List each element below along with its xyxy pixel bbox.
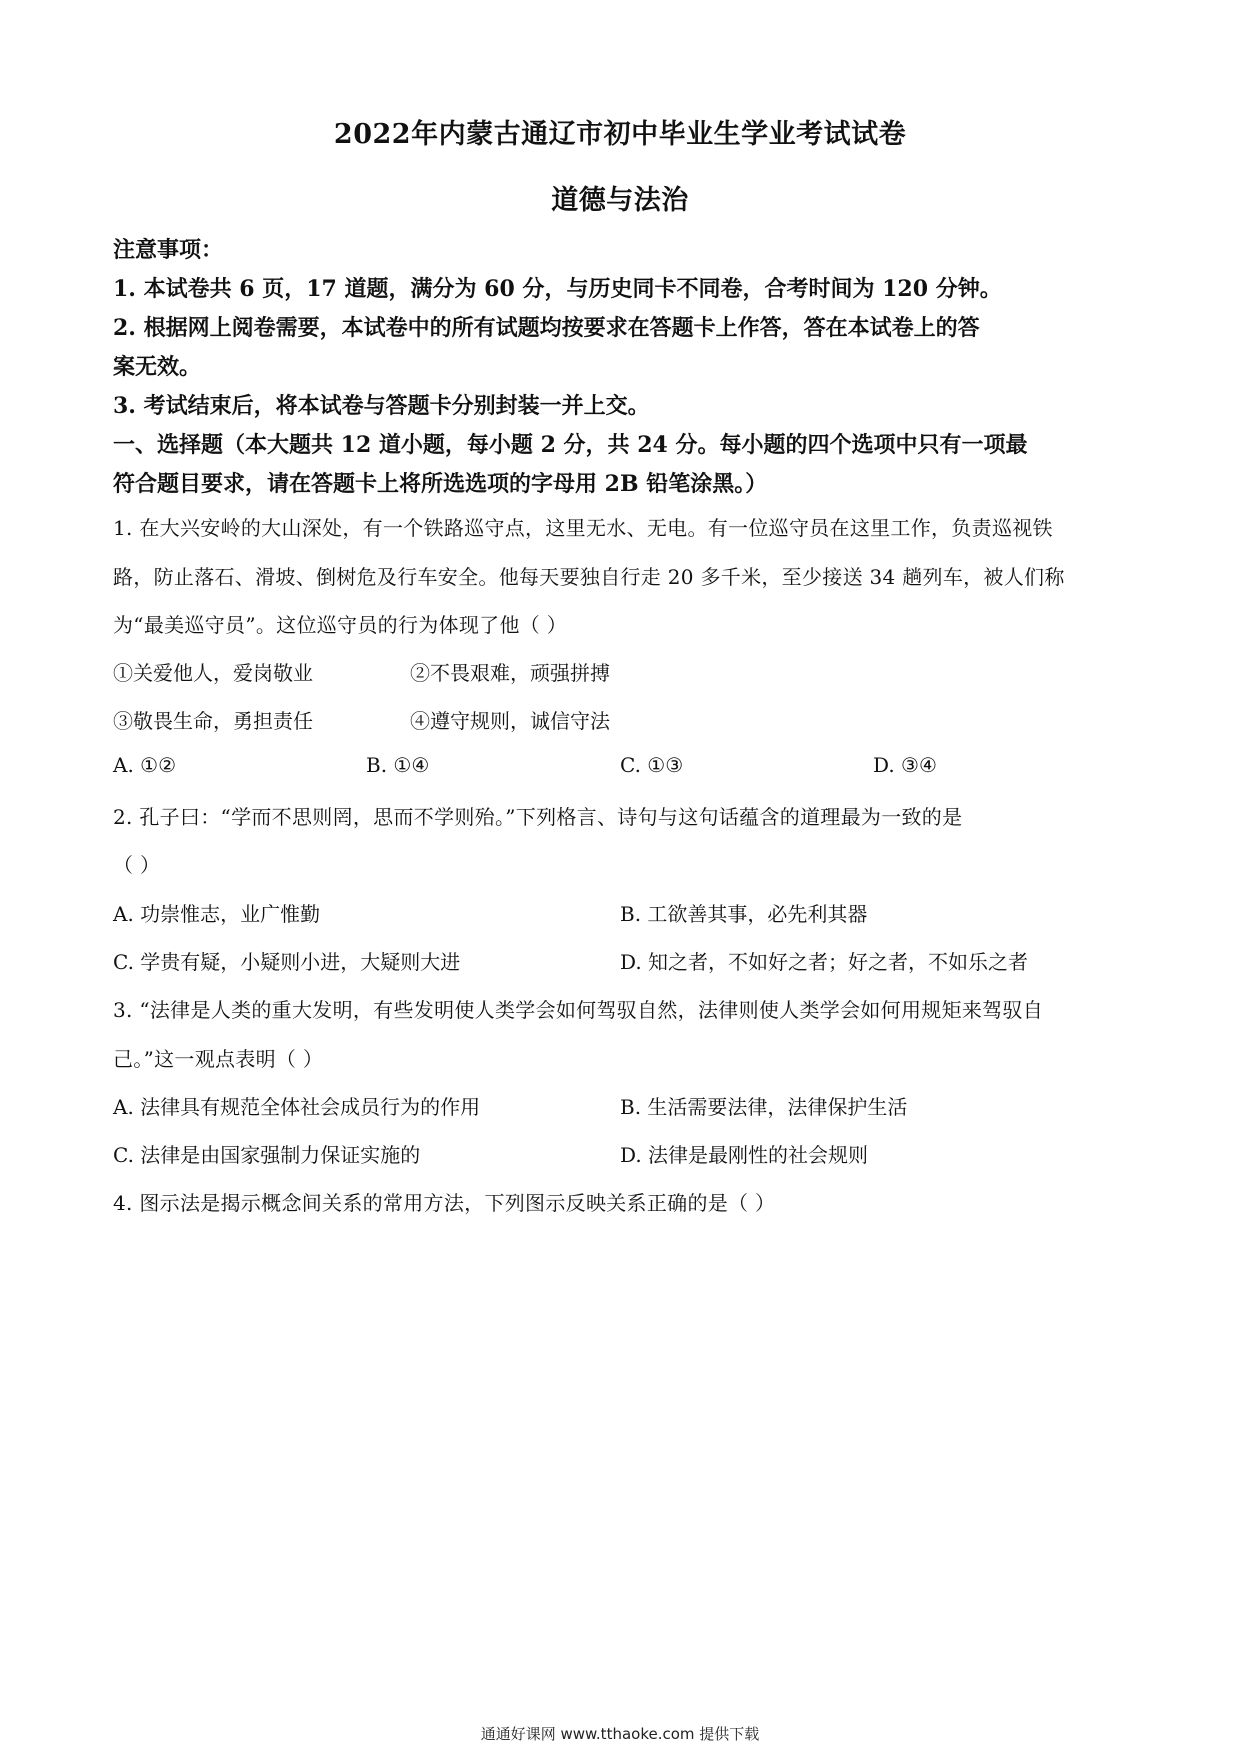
question-1-option-a: A. ①②	[113, 753, 177, 777]
question-2-option-b: B. 工欲善其事，必先利其器	[620, 902, 868, 926]
question-1-line-2: 路，防止落石、滑坡、倒树危及行车安全。他每天要独自行走 20 多千米，至少接送 34 趟列车，被人们称	[113, 565, 1065, 589]
subject-title: 道德与法治	[551, 185, 689, 216]
question-1-statement-3: ③敬畏生命，勇担责任	[113, 709, 313, 733]
page-footer: 通通好课网 www.tthaoke.com 提供下载	[480, 1725, 760, 1743]
question-3-line-1: 3. “法律是人类的重大发明，有些发明使人类学会如何驾驭自然，法律则使人类学会如何用规矩来驾驭自	[113, 998, 1044, 1022]
question-3-line-2: 己。”这一观点表明（ ）	[113, 1047, 324, 1071]
question-4-line-1: 4. 图示法是揭示概念间关系的常用方法，下列图示反映关系正确的是（ ）	[113, 1191, 776, 1215]
notice-item-2-line-1: 2. 根据网上阅卷需要，本试卷中的所有试题均按要求在答题卡上作答，答在本试卷上的答	[113, 315, 980, 341]
question-3-option-a: A. 法律具有规范全体社会成员行为的作用	[113, 1095, 481, 1119]
question-2-option-c: C. 学贵有疑，小疑则小进，大疑则大进	[113, 950, 461, 974]
question-3-option-d: D. 法律是最刚性的社会规则	[620, 1143, 869, 1167]
question-1-line-3: 为“最美巡守员”。这位巡守员的行为体现了他（ ）	[113, 613, 568, 637]
question-1-statement-2: ②不畏艰难，顽强拼搏	[410, 661, 610, 685]
question-1-option-b: B. ①④	[366, 753, 430, 777]
question-1-statement-4: ④遵守规则，诚信守法	[410, 709, 610, 733]
notice-heading: 注意事项：	[113, 237, 224, 263]
question-1-option-c: C. ①③	[620, 753, 684, 777]
notice-item-2-line-2: 案无效。	[113, 354, 202, 380]
question-2-line-2: （ ）	[113, 853, 161, 877]
exam-title: 2022年内蒙古通辽市初中毕业生学业考试试卷	[333, 119, 907, 150]
section-1-heading-line-1: 一、选择题（本大题共 12 道小题，每小题 2 分，共 24 分。每小题的四个选项中只有一项最	[113, 432, 1028, 458]
notice-item-1: 1. 本试卷共 6 页，17 道题，满分为 60 分，与历史同卡不同卷，合考时间为 120 分钟。	[113, 276, 1002, 302]
notice-item-3: 3. 考试结束后，将本试卷与答题卡分别封装一并上交。	[113, 393, 650, 419]
question-3-option-b: B. 生活需要法律，法律保护生活	[620, 1095, 908, 1119]
question-2-line-1: 2. 孔子曰：“学而不思则罔，思而不学则殆。”下列格言、诗句与这句话蕴含的道理最为一致的是	[113, 805, 963, 829]
question-1-line-1: 1. 在大兴安岭的大山深处，有一个铁路巡守点，这里无水、无电。有一位巡守员在这里工作，负责巡视铁	[113, 516, 1053, 540]
question-2-option-a: A. 功崇惟志，业广惟勤	[113, 902, 321, 926]
section-1-heading-line-2: 符合题目要求，请在答题卡上将所选选项的字母用 2B 铅笔涂黑。）	[113, 471, 768, 497]
question-2-option-d: D. 知之者，不如好之者；好之者，不如乐之者	[620, 950, 1029, 974]
question-1-option-d: D. ③④	[873, 753, 937, 777]
question-1-statement-1: ①关爱他人，爱岗敬业	[113, 661, 313, 685]
question-3-option-c: C. 法律是由国家强制力保证实施的	[113, 1143, 421, 1167]
